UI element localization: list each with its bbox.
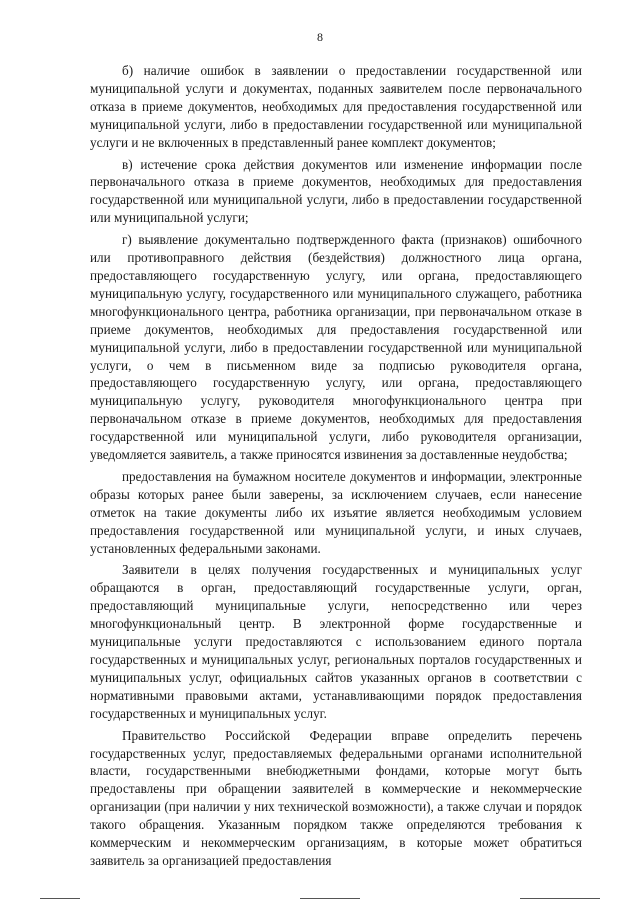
paragraph-paper-copies: предоставления на бумажном носителе документов и информации, электронные образы которых ранее были заверены, за исключением случаев, если нанесение отметок на такие документы либо их изъятие является необходимым условием предоставления государственной или муниципальной услуги, и иных случаев, установленных федеральными законами. [90,468,582,556]
paragraph-item-b: б) наличие ошибок в заявлении о предоставлении государственной или муниципальной услуги и документах, поданных заявителем после первоначального отказа в приеме документов, необходимых для предоставления государственной или муниципальной услуги, либо в предоставлении государственной или муниципальной услуги и не включенных в представленный ранее комплект документов; [90,63,582,150]
paragraph-item-g: г) выявление документально подтвержденного факта (признаков) ошибочного или противоправного действия (бездействия) должностного лица органа, предоставляющего государственную услугу, или органа, предоставляющего муниципальную услугу, государственного или муниципального служащего, работника многофункционального центра, работника организации, при первоначальном отказе в приеме документов, необходимых для предоставления государственной или муниципальной услуги, либо в предоставлении государственной или муниципальной услуги, о чем в письменном виде за подписью руководителя органа, предоставляющего государственную услугу, или органа, предоставляющего муниципальную услугу, руководителя многофункционального центра при первоначальном отказе в приеме документов, необходимых для предоставления государственной или муниципальной услуги, либо руководителя организации, уведомляется заявитель, а также приносятся извинения за доставленные неудобства; [90,232,582,463]
page-number: 8 [317,30,323,44]
document-body [90,62,582,874]
paragraph-item-v: в) истечение срока действия документов или изменение информации после первоначального отказа в приеме документов, необходимых для предоставления государственной или муниципальной услуги, либо в предоставлении государственной или муниципальной услуги; [90,156,582,226]
paragraph-applicants: Заявители в целях получения государственных и муниципальных услуг обращаются в орган, предоставляющий государственные услуги, орган, предоставляющий муниципальные услуги, непосредственно или через многофункциональный центр. В электронной форме государственные и муниципальные услуги предоставляются с использованием единого портала государственных и муниципальных услуг, региональных порталов государственных и муниципальных услуг, официальных сайтов указанных органов в соответствии с нормативными правовыми актами, устанавливающими порядок предоставления государственных и муниципальных услуг. [90,562,582,721]
scan-artifact-line [40,898,80,899]
paragraph-government: Правительство Российской Федерации вправе определить перечень государственных услуг, предоставляемых федеральными органами исполнительной власти, государственными внебюджетными фондами, которые могут быть предоставлены при обращении заявителей в коммерческие и некоммерческие организации (при наличии у них технической возможности), а также случаи и порядок такого обращения. Указанным порядком также определяются требования к коммерческим и некоммерческим организациям, в которые может обратиться заявитель за организацией предоставления [90,727,582,868]
scan-artifact-line [520,898,600,899]
scan-artifact-line [300,898,360,899]
